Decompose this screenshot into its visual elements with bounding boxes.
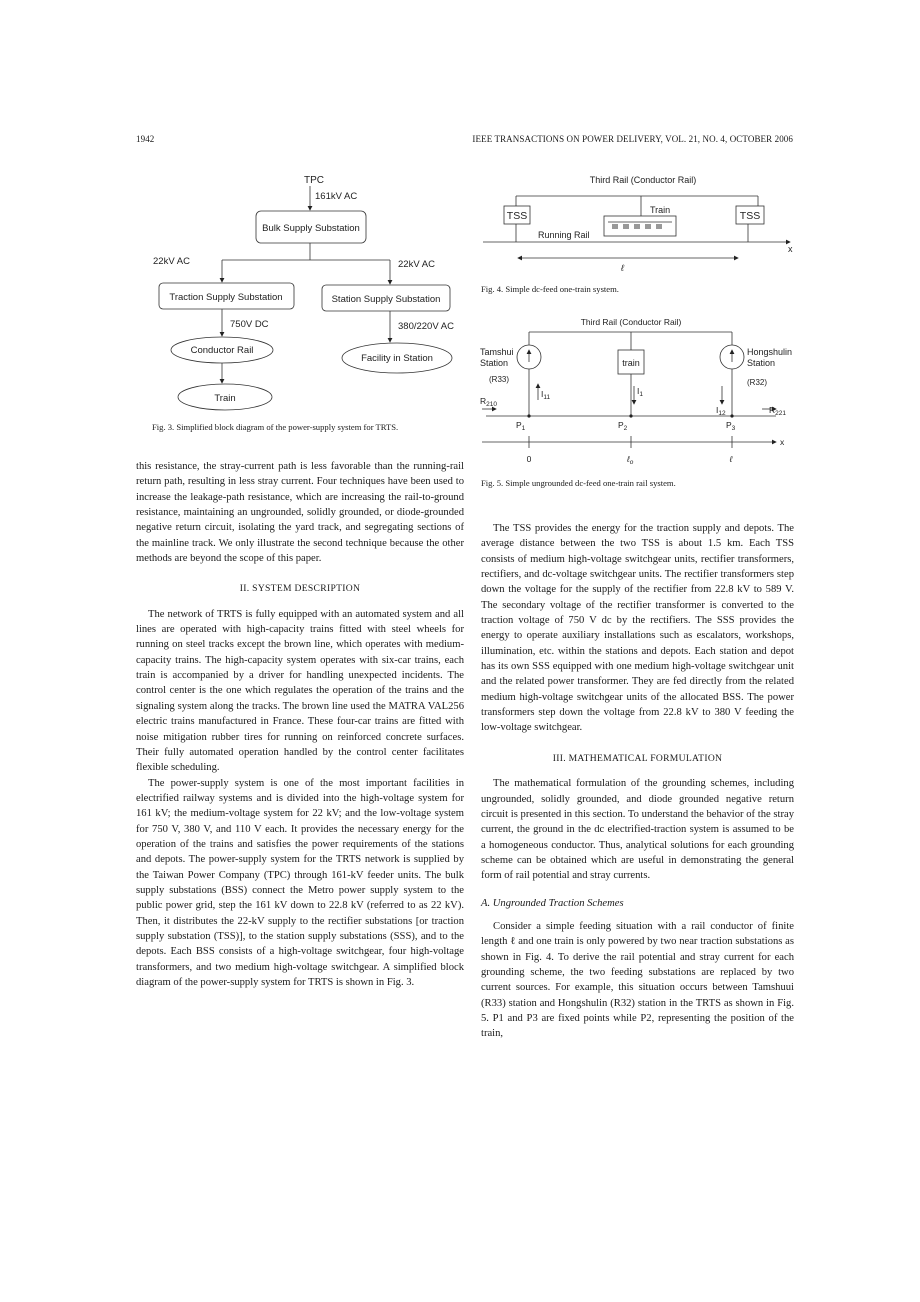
fig5-r221: R	[769, 405, 776, 415]
fig5-p3-sub: 3	[731, 425, 736, 432]
fig5-r210: R	[480, 396, 487, 406]
fig5-hong-station: Station	[747, 358, 776, 368]
svg-text:P1	[516, 420, 526, 432]
fig5-p1-sub: 1	[521, 425, 526, 432]
right-paragraph-1: The TSS provides the energy for the traction supply and depots. The average distance between the two TSS is about 1.5 km. Each TSS consists of medium high-voltage switchgear units, rectifier transformers, rectifiers, and dc-voltage switchgear units. The rectifier transformers step down the voltage for the supply of the rectifier from 22.8 kV to 589 V. The secondary voltage of the rectifier transformer is converted to the traction voltage of 750 V dc by the rectifiers. The SSS provides the energy to operate auxiliary installations such as escalators, workshops, illumination, etc. within the stations and depots. Each station and depot has its own SSS equipped with one medium high-voltage switchgear unit and the related power transformer. They are fed directly from the related medium high-voltage switchgear units of the allocated BSS. The power transformers step down the voltage from 22.8 kV to 380 V feeding the low-voltage switchgear.	[481, 523, 794, 734]
fig5-r210-sub: 210	[486, 401, 497, 408]
fig5-p1: P	[516, 420, 522, 430]
svg-text:P2	[618, 420, 628, 432]
fig3-750v: 750V DC	[230, 319, 269, 330]
fig3-tpc: TPC	[304, 175, 324, 186]
fig3-161kv: 161kV AC	[315, 191, 358, 202]
svg-text:ℓo	[626, 454, 634, 466]
svg-text:I1	[637, 386, 643, 398]
fig5-i11: I	[541, 389, 544, 399]
figure-5-diagram	[476, 312, 800, 470]
fig5-third-rail: Third Rail (Conductor Rail)	[580, 317, 682, 327]
fig3-facility-label: Facility in Station	[361, 353, 433, 364]
fig3-station-label: Station Supply Substation	[331, 294, 441, 305]
fig5-tamshui: Tamshui	[480, 347, 514, 357]
fig4-train: Train	[650, 205, 671, 215]
fig5-ell0: ℓ	[627, 454, 630, 464]
figure-4-diagram	[478, 172, 796, 278]
fig3-22kv-right: 22kV AC	[398, 259, 435, 270]
fig3-train-label: Train	[214, 393, 236, 404]
fig5-i11-sub: 11	[543, 394, 551, 401]
fig4-third-rail: Third Rail (Conductor Rail)	[589, 175, 697, 185]
journal-header: IEEE TRANSACTIONS ON POWER DELIVERY, VOL. 21, NO. 4, OCTOBER 2006	[472, 134, 793, 144]
fig5-train: train	[622, 358, 640, 368]
figure-3-block-diagram	[150, 170, 460, 420]
section-iii-heading: III. MATHEMATICAL FORMULATION	[552, 752, 723, 764]
fig4-running-rail: Running Rail	[538, 230, 590, 240]
fig5-p3: P	[726, 420, 732, 430]
fig5-i12: I	[716, 405, 719, 415]
fig5-x: x	[780, 437, 785, 447]
fig5-r32: (R32)	[747, 378, 768, 387]
left-paragraph-2: The network of TRTS is fully equipped with an automated system and all lines are operated with high-capacity trains fitted with steel wheels for running on steel tracks except the brown line, which operates with medium-capacity trains. The high-capacity system operates with six-car trains, each train is accompanied by a driver for handling unexpected incidents. The control center is the one which regulates the operation of the trains and the signaling system along the tracks. The brown line used the MATRA VAL256 electric trains manufactured in France. These four-car trains are fitted with noise mitigation rubber tires for running on reinforced concrete surfaces. Their fully automated operation handled by the control center facilitates flexible scheduling.	[136, 608, 464, 774]
page-number: 1942	[136, 134, 155, 144]
fig5-i1-sub: 1	[639, 391, 643, 398]
section-ii-heading: II. SYSTEM DESCRIPTION	[239, 583, 361, 595]
fig5-r33: (R33)	[489, 375, 510, 384]
fig5-p2: P	[618, 420, 624, 430]
fig5-zero: 0	[526, 454, 532, 464]
fig3-conductor-label: Conductor Rail	[190, 345, 254, 356]
fig5-r221-sub: 221	[775, 410, 786, 417]
fig5-i1: I	[637, 386, 640, 396]
fig4-ell: ℓ	[621, 263, 624, 273]
fig5-ell: ℓ	[729, 454, 733, 464]
subsection-a-heading: A. Ungrounded Traction Schemes	[481, 897, 624, 909]
fig3-380v: 380/220V AC	[398, 321, 454, 332]
right-paragraph-3: Consider a simple feeding situation with a rail conductor of finite length ℓ and one train is only powered by two near traction substations as shown in Fig. 4. To derive the rail potential and stray current for each grounding scheme, the two feeding substations are replaced by two current sources. For example, this situation occurs between Tamshuui (R33) station and Hongshulin (R32) station in the TRTS as shown in Fig. 5. P1 and P3 are fixed points while P2, representing the position of the train,	[481, 920, 794, 1040]
left-paragraph-3: The power-supply system is one of the most important facilities in electrified railway systems and is divided into the high-voltage system for 161 kV; the medium-voltage system for 22 kV; and the low-voltage system for 750 V, 380 V, and 110 V each. It provides the necessary energy for the operation of the trains and satisfies the power requirements of the stations and depots. The power-supply system for the TRTS network is supplied by the Taiwan Power Company (TPC) through 161-kV feeder units. The bulk supply substations (BSS) connect the Metro power supply system to the public power grid, step the 161 kV down to 22.8 kV (referred to as 22 kV). Then, it distributes the 22-kV supply to the rectifier substations [or traction supply substation (TSS)], to the station supply substations (SSS), and to the depots. Each BSS consists of a high-voltage switchgear, four high-voltage transformers, and two medium high-voltage switchgear. A simplified block diagram of the power-supply system for TRTS is shown in Fig. 3.	[136, 777, 464, 988]
left-column	[136, 459, 464, 990]
figure-5-caption: Fig. 5. Simple ungrounded dc-feed one-train rail system.	[481, 478, 676, 488]
fig5-hongshulin: Hongshulin	[747, 347, 793, 357]
fig3-bulk-label: Bulk Supply Substation	[262, 223, 360, 234]
svg-text:R210	[480, 396, 497, 408]
svg-text:I12	[716, 405, 726, 417]
fig3-traction-label: Traction Supply Substation	[169, 292, 283, 303]
fig5-tamshui-station: Station	[480, 358, 509, 368]
right-paragraph-2: The mathematical formulation of the grounding schemes, including ungrounded, solidly grounded, and diode grounded negative return circuit is presented in this section. To understand the behavior of the stray current, the ground in the dc electrified-traction system is assumed to be a homogeneous conductor. Thus, analytical solutions for each grounding scheme can be obtained which are useful in demonstrating the general form of rail potential and stray currents.	[481, 778, 794, 882]
fig5-p2-sub: 2	[623, 425, 628, 432]
fig4-x: x	[788, 244, 793, 254]
fig4-tss-right: TSS	[739, 210, 761, 222]
fig3-22kv-left: 22kV AC	[153, 256, 190, 267]
left-paragraph-1: this resistance, the stray-current path is less favorable than the running-rail return path, resulting in less stray current. Four techniques have been used to increase the leakage-path resistance, which are increasing the rail-to-ground resistance, maintaining an ungrounded, solidly grounded, or diode-grounded negative return circuit, isolating the yard track, and segregating sections of the mainline track. We only illustrate the second technique because the other methods are beyond the scope of this paper.	[136, 461, 464, 565]
figure-3-caption: Fig. 3. Simplified block diagram of the power-supply system for TRTS.	[152, 422, 399, 432]
fig5-ell0-sub: o	[629, 459, 634, 466]
right-column	[481, 521, 794, 1042]
svg-text:P3	[726, 420, 736, 432]
fig4-tss-left: TSS	[506, 210, 528, 222]
svg-text:I11	[541, 389, 551, 401]
figure-4-caption: Fig. 4. Simple dc-feed one-train system.	[481, 284, 619, 294]
fig5-i12-sub: 12	[718, 410, 726, 417]
svg-text:R221	[769, 405, 786, 417]
